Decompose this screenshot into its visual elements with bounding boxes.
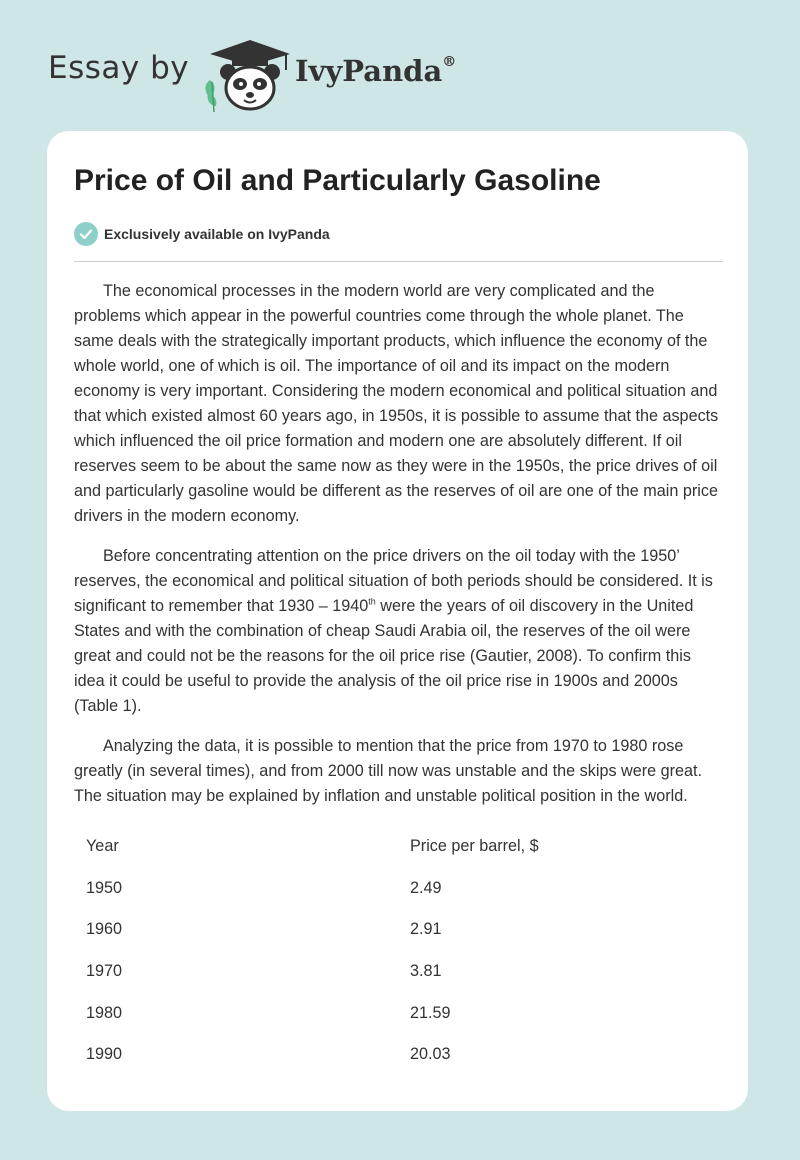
price-cell: 3.81 — [410, 962, 442, 981]
page-title: Price of Oil and Particularly Gasoline — [74, 164, 601, 197]
column-header-price: Price per barrel, $ — [410, 837, 539, 856]
divider — [74, 261, 723, 262]
article-body — [74, 279, 724, 1076]
price-cell: 2.91 — [410, 920, 442, 939]
site-header — [48, 36, 748, 116]
table-row — [74, 951, 723, 993]
brand-name[interactable]: IvyPanda® — [295, 54, 457, 88]
table-row — [74, 1034, 723, 1076]
panda-logo-icon[interactable] — [200, 36, 300, 112]
year-cell: 1980 — [86, 1003, 123, 1022]
exclusive-badge-label: Exclusively available on IvyPanda — [104, 226, 330, 242]
price-cell: 21.59 — [410, 1003, 451, 1022]
paragraph-2: Before concentrating attention on the price drivers on the oil today with the 1950’ reserves, the economical and political situation of both periods should be considered. It is significant to remember that 1930 – 1940th were the years of oil discovery in the United States and with the combination of cheap Saudi Arabia oil, the reserves of the oil were great and could not be the reasons for the oil price rise (Gautier, 2008). To confirm this idea it could be useful to provide the analysis of the oil price rise in 1900s and 2000s (Table 1). — [74, 547, 713, 715]
exclusive-badge — [74, 222, 330, 246]
paragraph-3: Analyzing the data, it is possible to mention that the price from 1970 to 1980 rose greatly (in several times), and from 2000 till now was unstable and the skips were great. The situation may be explained by inflation and unstable political position in the world. — [74, 737, 703, 805]
year-cell: 1970 — [86, 962, 123, 981]
checkmark-icon — [74, 222, 98, 246]
year-cell: 1950 — [86, 878, 123, 897]
essay-by-label: Essay by — [48, 50, 190, 86]
table-row — [74, 992, 723, 1034]
paragraph-1: The economical processes in the modern world are very complicated and the problems which appear in the powerful countries come through the whole planet. The same deals with the strategically important products, which influence the economy of the whole world, one of which is oil. The importance of oil and its impact on the modern economy is very important. Considering the modern economical and political situation and that which existed almost 60 years ago, in 1950s, it is possible to assume that the aspects which influenced the oil price formation and modern one are absolutely different. If oil reserves seem to be about the same now as they were in the 1950s, the price drives of oil and particularly gasoline would be different as the reserves of oil are one of the main price drivers in the modern economy. — [74, 282, 719, 525]
price-cell: 2.49 — [410, 878, 442, 897]
oil-price-table — [74, 826, 723, 1076]
registered-mark: ® — [442, 54, 457, 71]
price-cell: 20.03 — [410, 1045, 451, 1064]
table-row — [74, 868, 723, 910]
column-header-year: Year — [86, 837, 119, 856]
essay-card — [47, 131, 748, 1111]
table-header-row — [74, 826, 723, 868]
table-row — [74, 909, 723, 951]
year-cell: 1990 — [86, 1045, 123, 1064]
year-cell: 1960 — [86, 920, 123, 939]
